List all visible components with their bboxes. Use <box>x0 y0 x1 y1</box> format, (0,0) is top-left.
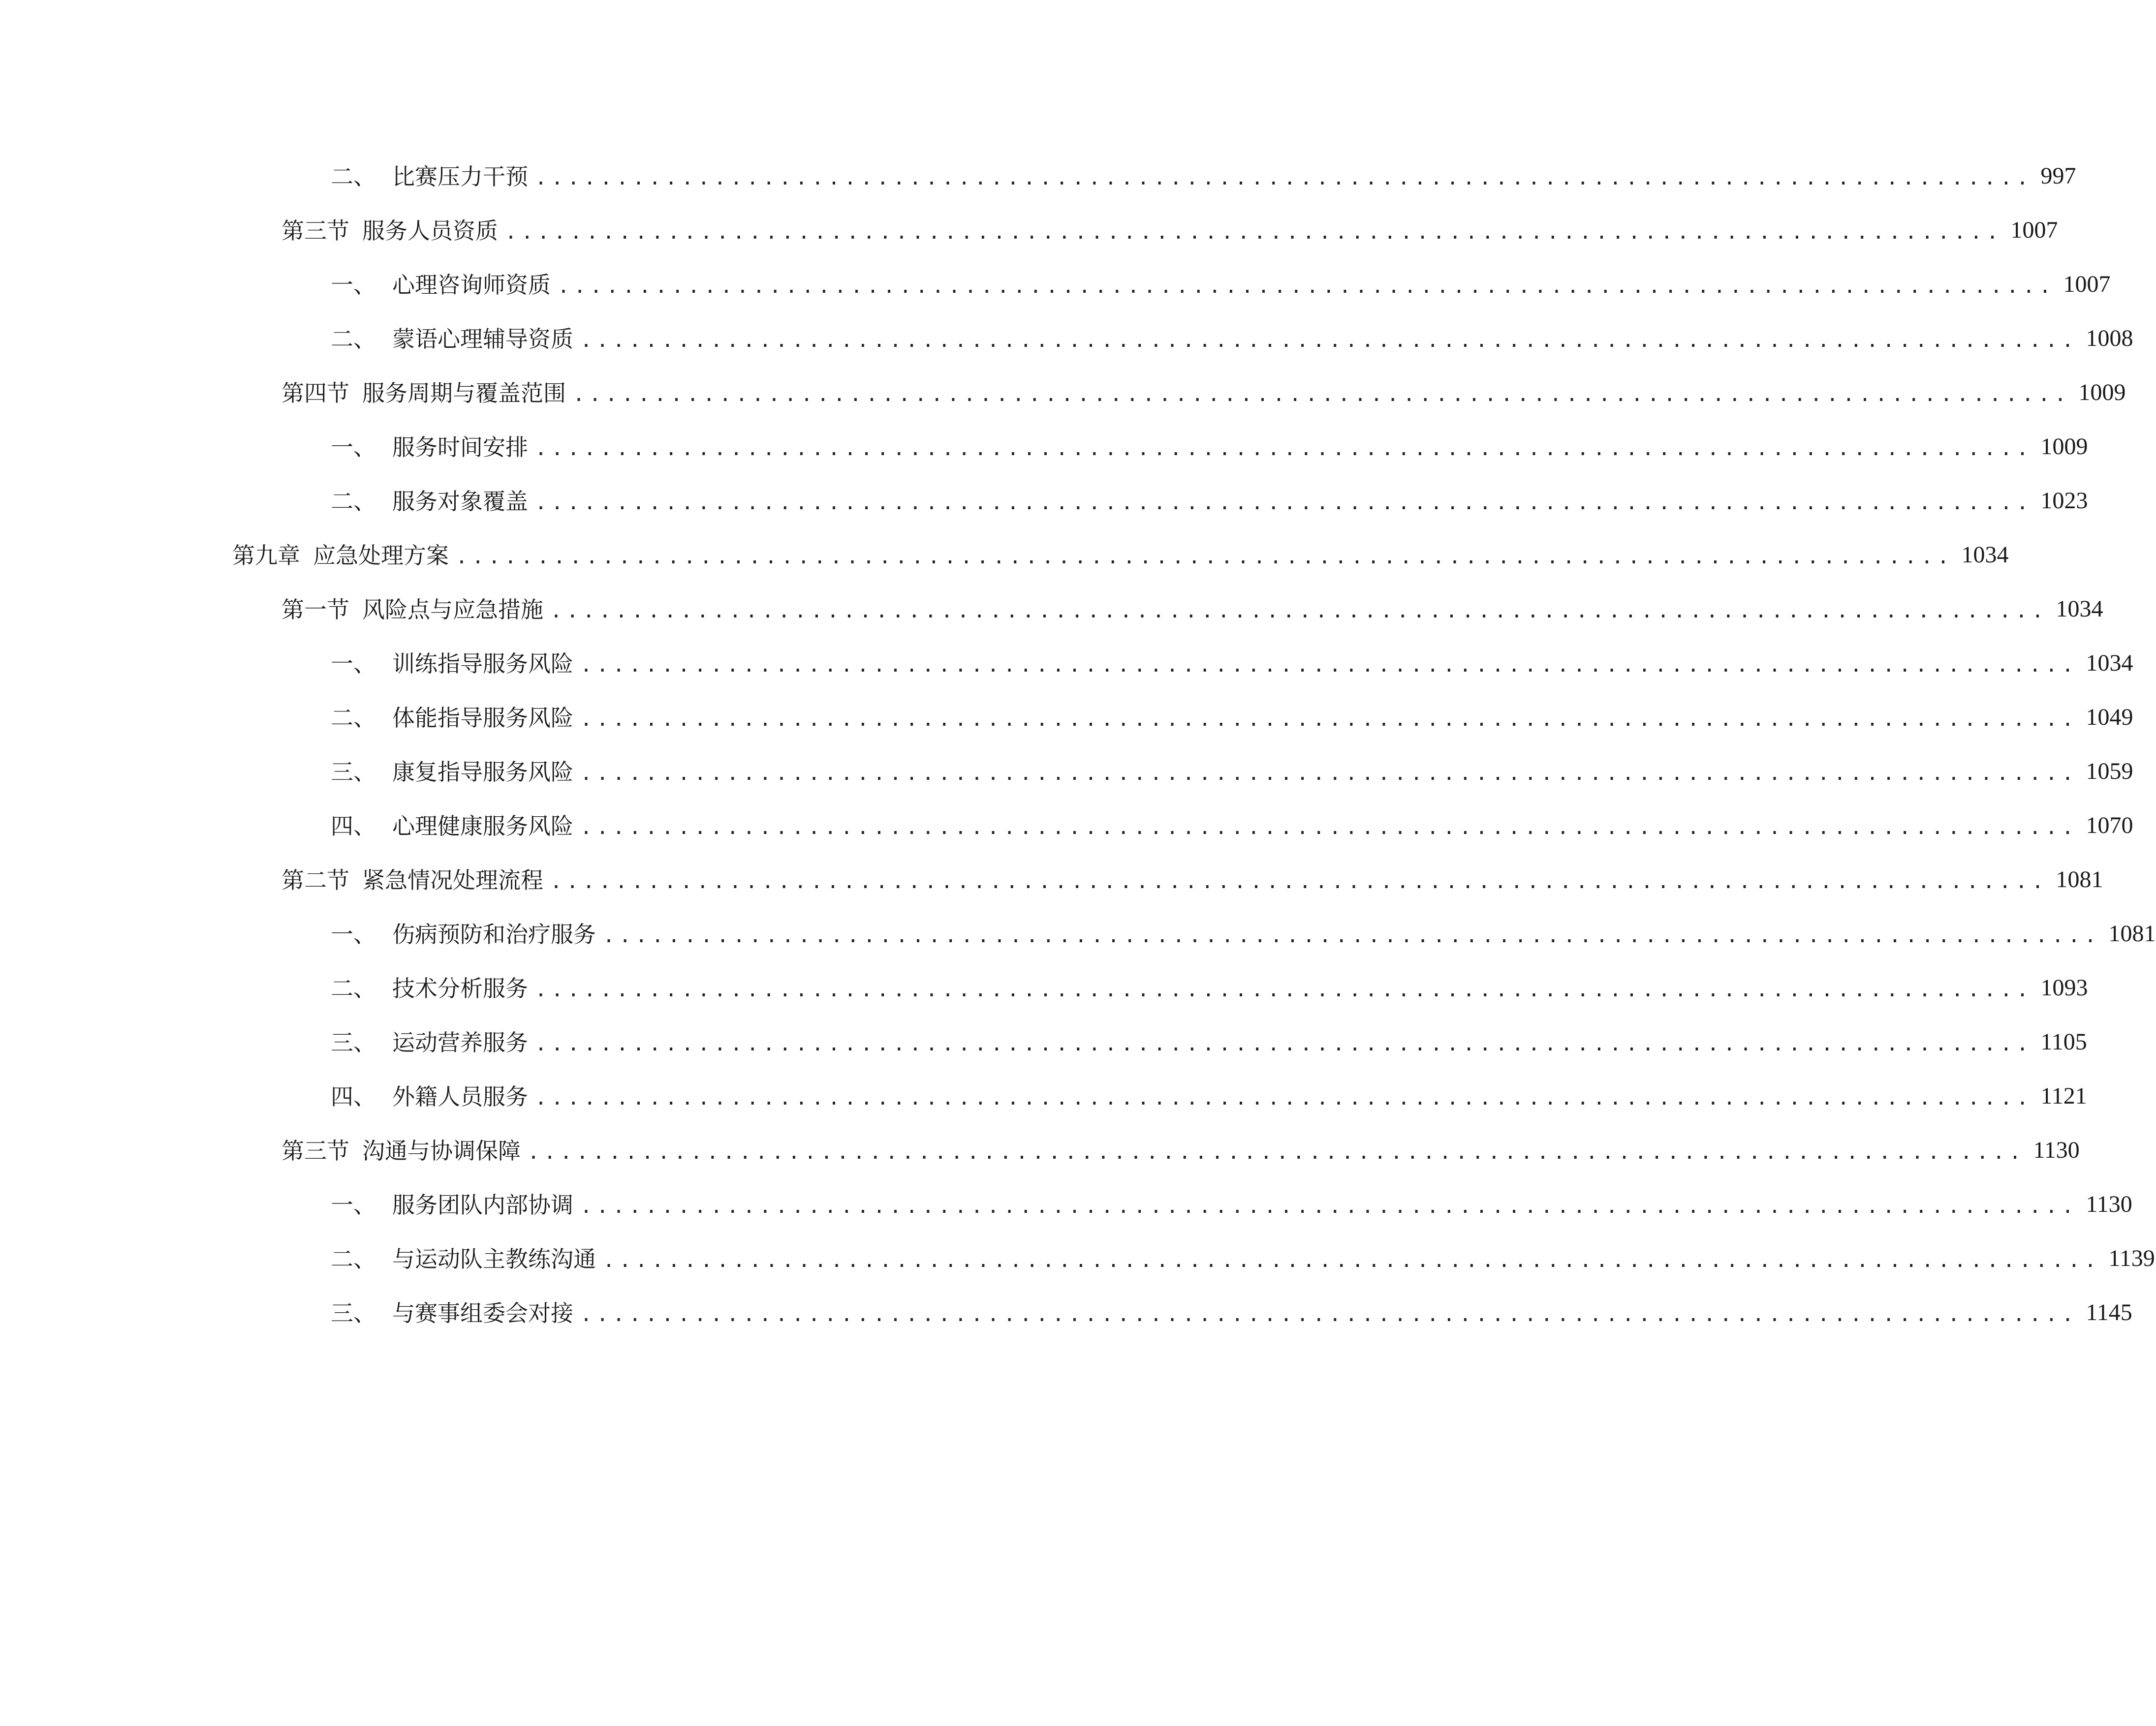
toc-entry[interactable] <box>281 370 2126 406</box>
entry-page-number: 1049 <box>2086 704 2133 730</box>
dot-leader: ............................................................................................ <box>580 762 2078 785</box>
entry-number: 一、 <box>331 650 376 677</box>
toc-entry[interactable] <box>331 911 2156 948</box>
dot-leader: ............................................................................................ <box>580 708 2078 731</box>
toc-entry[interactable] <box>331 803 2133 839</box>
toc-entry[interactable] <box>331 478 2088 515</box>
entry-number: 二、 <box>331 975 376 1002</box>
entry-page-number: 1034 <box>2086 650 2133 676</box>
dot-leader: ............................................................................................ <box>456 546 1954 568</box>
entry-title: 康复指导服务风险 <box>392 759 573 785</box>
entry-title: 外籍人员服务 <box>392 1083 528 1110</box>
dot-leader: ............................................................................................ <box>535 492 2033 514</box>
entry-page-number: 1105 <box>2040 1029 2087 1055</box>
entry-page-number: 1130 <box>2086 1191 2132 1217</box>
entry-number: 一、 <box>331 921 376 948</box>
entry-page-number: 1034 <box>1961 542 2009 568</box>
dot-leader: ............................................................................................ <box>580 816 2078 839</box>
entry-title: 训练指导服务风险 <box>392 650 573 677</box>
dot-leader: ............................................................................................ <box>550 870 2048 893</box>
entry-title: 运动营养服务 <box>392 1029 528 1056</box>
entry-page-number: 997 <box>2040 163 2076 189</box>
dot-leader: ............................................................................................ <box>580 329 2078 352</box>
entry-title: 应急处理方案 <box>313 542 449 569</box>
entry-page-number: 1145 <box>2086 1299 2132 1325</box>
entry-number: 第四节 <box>281 380 349 406</box>
entry-page-number: 1009 <box>2078 379 2126 405</box>
toc-entry[interactable] <box>331 262 2111 298</box>
entry-title: 服务对象覆盖 <box>392 488 528 515</box>
entry-page-number: 1081 <box>2056 866 2103 893</box>
dot-leader: ............................................................................................ <box>558 275 2056 298</box>
dot-leader: ............................................................................................ <box>603 1249 2101 1272</box>
toc-entry[interactable] <box>331 965 2088 1002</box>
entry-page-number: 1070 <box>2086 812 2133 838</box>
dot-leader: ............................................................................................ <box>505 221 2003 244</box>
entry-title: 服务团队内部协调 <box>392 1192 573 1218</box>
toc-entry[interactable] <box>331 1236 2155 1272</box>
toc-entry[interactable] <box>281 586 2103 623</box>
entry-title: 服务时间安排 <box>392 434 528 461</box>
entry-number: 二、 <box>331 1246 376 1272</box>
dot-leader: ............................................................................................ <box>535 1033 2033 1055</box>
entry-number: 第三节 <box>281 217 349 244</box>
entry-number: 四、 <box>331 813 376 839</box>
toc-entry[interactable] <box>331 1019 2087 1056</box>
entry-page-number: 1023 <box>2040 488 2088 514</box>
entry-page-number: 1059 <box>2086 758 2133 784</box>
dot-leader: ............................................................................................ <box>528 1141 2026 1164</box>
toc-entry[interactable] <box>331 424 2088 461</box>
entry-title: 服务周期与覆盖范围 <box>362 380 566 406</box>
toc-entry[interactable] <box>331 316 2133 352</box>
dot-leader: ............................................................................................ <box>535 1087 2033 1110</box>
toc-entry[interactable] <box>232 532 2009 569</box>
toc-entry[interactable] <box>331 1182 2132 1218</box>
entry-page-number: 1081 <box>2108 921 2156 947</box>
toc-entry[interactable] <box>331 154 2076 190</box>
entry-page-number: 1121 <box>2040 1083 2087 1109</box>
toc-entry[interactable] <box>331 695 2133 731</box>
toc-entry[interactable] <box>281 857 2103 894</box>
entry-number: 一、 <box>331 434 376 461</box>
entry-number: 一、 <box>331 1192 376 1218</box>
entry-title: 与赛事组委会对接 <box>392 1300 573 1326</box>
entry-title: 心理健康服务风险 <box>392 813 573 839</box>
toc-entry[interactable] <box>281 208 2058 244</box>
entry-page-number: 1130 <box>2033 1137 2080 1163</box>
entry-title: 蒙语心理辅导资质 <box>392 326 573 352</box>
toc-entry[interactable] <box>331 641 2133 677</box>
entry-number: 第一节 <box>281 596 349 623</box>
toc-entry[interactable] <box>331 749 2133 785</box>
entry-title: 沟通与协调保障 <box>362 1138 521 1164</box>
entry-page-number: 1007 <box>2010 217 2058 243</box>
toc-entry[interactable] <box>331 1290 2132 1326</box>
entry-page-number: 1034 <box>2056 596 2103 622</box>
entry-number: 三、 <box>331 1300 376 1326</box>
entry-number: 一、 <box>331 272 376 298</box>
dot-leader: ............................................................................................ <box>535 167 2033 189</box>
entry-number: 二、 <box>331 163 376 190</box>
entry-number: 四、 <box>331 1083 376 1110</box>
entry-page-number: 1007 <box>2063 271 2111 297</box>
entry-number: 三、 <box>331 759 376 785</box>
entry-number: 第三节 <box>281 1138 349 1164</box>
entry-number: 二、 <box>331 705 376 731</box>
entry-number: 第二节 <box>281 867 349 894</box>
entry-page-number: 1008 <box>2086 325 2133 351</box>
entry-title: 心理咨询师资质 <box>392 272 551 298</box>
entry-page-number: 1093 <box>2040 975 2088 1001</box>
entry-number: 三、 <box>331 1029 376 1056</box>
dot-leader: ............................................................................................ <box>573 383 2071 406</box>
dot-leader: ............................................................................................ <box>580 1303 2078 1326</box>
dot-leader: ............................................................................................ <box>535 437 2033 460</box>
entry-title: 紧急情况处理流程 <box>362 867 543 894</box>
entry-number: 二、 <box>331 326 376 352</box>
entry-page-number: 1009 <box>2040 433 2088 460</box>
dot-leader: ............................................................................................ <box>535 979 2033 1001</box>
toc-entry[interactable] <box>331 1074 2087 1110</box>
entry-title: 体能指导服务风险 <box>392 705 573 731</box>
toc-entry[interactable] <box>281 1128 2080 1164</box>
entry-title: 服务人员资质 <box>362 217 498 244</box>
entry-title: 与运动队主教练沟通 <box>392 1246 596 1272</box>
entry-title: 技术分析服务 <box>392 975 528 1002</box>
entry-number: 二、 <box>331 488 376 515</box>
entry-title: 风险点与应急措施 <box>362 596 543 623</box>
dot-leader: ............................................................................................ <box>580 654 2078 677</box>
dot-leader: ............................................................................................ <box>550 600 2048 622</box>
entry-page-number: 1139 <box>2108 1245 2155 1271</box>
entry-title: 比赛压力干预 <box>392 163 528 190</box>
dot-leader: ............................................................................................ <box>603 925 2101 947</box>
entry-number: 第九章 <box>232 542 300 569</box>
dot-leader: ............................................................................................ <box>580 1195 2078 1218</box>
entry-title: 伤病预防和治疗服务 <box>392 921 596 948</box>
